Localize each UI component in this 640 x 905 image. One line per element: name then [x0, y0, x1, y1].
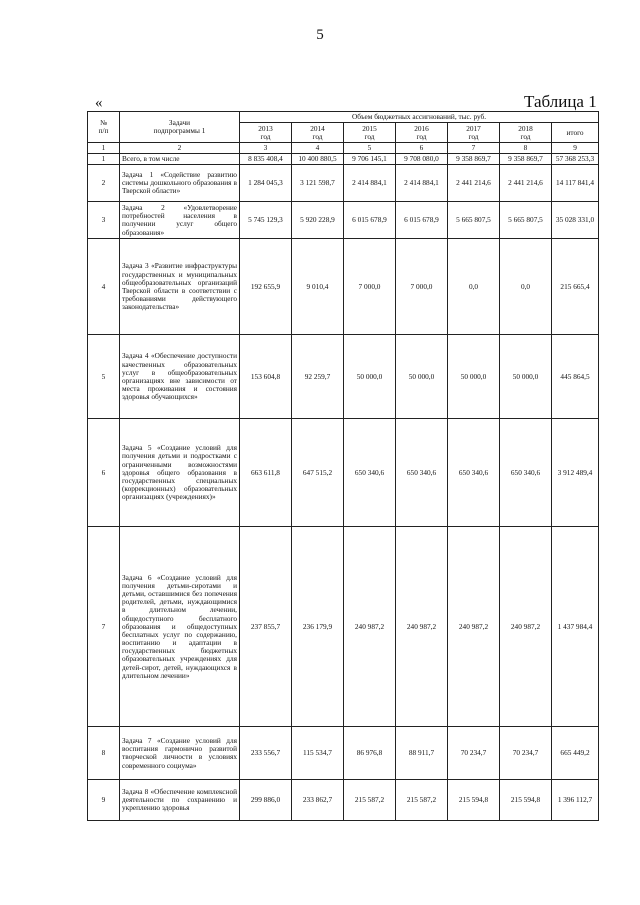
budget-table — [87, 111, 599, 821]
table-row — [88, 165, 599, 202]
row-number: 4 — [88, 239, 120, 335]
value-cell: 50 000,0 — [500, 335, 552, 419]
row-number: 9 — [88, 780, 120, 821]
value-cell: 647 515,2 — [292, 419, 344, 527]
value-cell: 215 587,2 — [396, 780, 448, 821]
value-cell: 9 010,4 — [292, 239, 344, 335]
task-cell: Задача 3 «Развитие инфраструктуры государственных и муниципальных общеобразовательных организаций Тверской области в соответствии с требованиями действующего законодательства» — [120, 239, 240, 335]
value-cell: 70 234,7 — [500, 727, 552, 780]
table-row — [88, 239, 599, 335]
value-cell: 2 441 214,6 — [448, 165, 500, 202]
header-total: итого — [552, 123, 599, 143]
header-year: 2017 год — [448, 123, 500, 143]
task-cell: Задача 8 «Обеспечение комплексной деятельности по сохранению и укреплению здоровья — [120, 780, 240, 821]
value-cell: 2 441 214,6 — [500, 165, 552, 202]
value-cell: 215 594,8 — [448, 780, 500, 821]
total-cell: 3 912 489,4 — [552, 419, 599, 527]
value-cell: 5 920 228,9 — [292, 202, 344, 239]
header-year: 2015 год — [344, 123, 396, 143]
value-cell: 86 976,8 — [344, 727, 396, 780]
value-cell: 8 835 408,4 — [240, 154, 292, 165]
row-number: 3 — [88, 202, 120, 239]
value-cell: 0,0 — [500, 239, 552, 335]
value-cell: 237 855,7 — [240, 527, 292, 727]
table-row — [88, 780, 599, 821]
column-number: 3 — [240, 143, 292, 154]
value-cell: 215 594,8 — [500, 780, 552, 821]
value-cell: 233 862,7 — [292, 780, 344, 821]
value-cell: 9 708 080,0 — [396, 154, 448, 165]
column-number: 2 — [120, 143, 240, 154]
value-cell: 650 340,6 — [396, 419, 448, 527]
value-cell: 9 706 145,1 — [344, 154, 396, 165]
value-cell: 115 534,7 — [292, 727, 344, 780]
value-cell: 50 000,0 — [448, 335, 500, 419]
task-cell: Всего, в том числе — [120, 154, 240, 165]
value-cell: 50 000,0 — [396, 335, 448, 419]
quote-mark: « — [95, 95, 103, 111]
total-cell: 1 396 112,7 — [552, 780, 599, 821]
value-cell: 240 987,2 — [448, 527, 500, 727]
total-cell: 14 117 841,4 — [552, 165, 599, 202]
task-cell: Задача 6 «Создание условий для получения детьми-сиротами и детьми, оставшимися без попечения родителей, детьми, нуждающимися в длительном лечении, общедоступного бесплатного образования и общедоступных бесплатных услуг по содержанию, воспитанию и адаптации в государственных бюджетных образовательных учреждениях для детей-сирот, детей, нуждающихся в длительном лечении» — [120, 527, 240, 727]
value-cell: 9 358 869,7 — [500, 154, 552, 165]
row-number: 8 — [88, 727, 120, 780]
total-cell: 1 437 984,4 — [552, 527, 599, 727]
column-number: 7 — [448, 143, 500, 154]
value-cell: 92 259,7 — [292, 335, 344, 419]
column-number: 1 — [88, 143, 120, 154]
value-cell: 70 234,7 — [448, 727, 500, 780]
value-cell: 153 604,8 — [240, 335, 292, 419]
value-cell: 5 665 807,5 — [500, 202, 552, 239]
value-cell: 50 000,0 — [344, 335, 396, 419]
header-year: 2018 год — [500, 123, 552, 143]
total-cell: 215 665,4 — [552, 239, 599, 335]
value-cell: 650 340,6 — [448, 419, 500, 527]
task-cell: Задача 1 «Содействие развитию системы дошкольного образования в Тверской области» — [120, 165, 240, 202]
value-cell: 6 015 678,9 — [344, 202, 396, 239]
value-cell: 7 000,0 — [344, 239, 396, 335]
total-cell: 35 028 331,0 — [552, 202, 599, 239]
value-cell: 2 414 884,1 — [344, 165, 396, 202]
row-number: 1 — [88, 154, 120, 165]
header-num: № п/п — [88, 112, 120, 143]
header-task: Задачи подпрограммы 1 — [120, 112, 240, 143]
header-year: 2016 год — [396, 123, 448, 143]
value-cell: 663 611,8 — [240, 419, 292, 527]
row-number: 5 — [88, 335, 120, 419]
total-cell: 445 864,5 — [552, 335, 599, 419]
task-cell: Задача 5 «Создание условий для получения детьми и подростками с ограниченными возможностями здоровья общего образования в государственных специальных (коррекционных) образовательных организациях (учреждениях)» — [120, 419, 240, 527]
row-number: 2 — [88, 165, 120, 202]
task-cell: Задача 2 «Удовлетворение потребностей населения в получении услуг общего образования» — [120, 202, 240, 239]
value-cell: 233 556,7 — [240, 727, 292, 780]
value-cell: 5 665 807,5 — [448, 202, 500, 239]
column-number: 5 — [344, 143, 396, 154]
value-cell: 299 886,0 — [240, 780, 292, 821]
table-caption: Таблица 1 — [524, 92, 597, 111]
value-cell: 236 179,9 — [292, 527, 344, 727]
value-cell: 6 015 678,9 — [396, 202, 448, 239]
value-cell: 240 987,2 — [344, 527, 396, 727]
row-number: 6 — [88, 419, 120, 527]
header-year: 2013 год — [240, 123, 292, 143]
header-volume: Объем бюджетных ассигнований, тыс. руб. — [240, 112, 599, 123]
task-cell: Задача 7 «Создание условий для воспитания гармонично развитой творческой личности в условиях современного социума» — [120, 727, 240, 780]
total-cell: 57 368 253,3 — [552, 154, 599, 165]
value-cell: 240 987,2 — [396, 527, 448, 727]
value-cell: 240 987,2 — [500, 527, 552, 727]
value-cell: 215 587,2 — [344, 780, 396, 821]
value-cell: 7 000,0 — [396, 239, 448, 335]
table-row — [88, 202, 599, 239]
value-cell: 88 911,7 — [396, 727, 448, 780]
column-number: 8 — [500, 143, 552, 154]
table-row — [88, 335, 599, 419]
column-number: 9 — [552, 143, 599, 154]
table-row — [88, 154, 599, 165]
value-cell: 2 414 884,1 — [396, 165, 448, 202]
table-row — [88, 527, 599, 727]
header-row — [88, 112, 599, 123]
value-cell: 5 745 129,3 — [240, 202, 292, 239]
value-cell: 1 284 045,3 — [240, 165, 292, 202]
value-cell: 3 121 598,7 — [292, 165, 344, 202]
table-row — [88, 727, 599, 780]
column-number-row — [88, 143, 599, 154]
value-cell: 192 655,9 — [240, 239, 292, 335]
task-cell: Задача 4 «Обеспечение доступности качественных образовательных услуг в общеобразовательных организациях вне зависимости от места проживания и состояния здоровья обучающихся» — [120, 335, 240, 419]
total-cell: 665 449,2 — [552, 727, 599, 780]
page-number: 5 — [316, 27, 324, 43]
column-number: 4 — [292, 143, 344, 154]
value-cell: 650 340,6 — [500, 419, 552, 527]
value-cell: 0,0 — [448, 239, 500, 335]
column-number: 6 — [396, 143, 448, 154]
value-cell: 650 340,6 — [344, 419, 396, 527]
value-cell: 9 358 869,7 — [448, 154, 500, 165]
header-year: 2014 год — [292, 123, 344, 143]
table-body — [88, 112, 599, 821]
row-number: 7 — [88, 527, 120, 727]
table-row — [88, 419, 599, 527]
value-cell: 10 400 880,5 — [292, 154, 344, 165]
